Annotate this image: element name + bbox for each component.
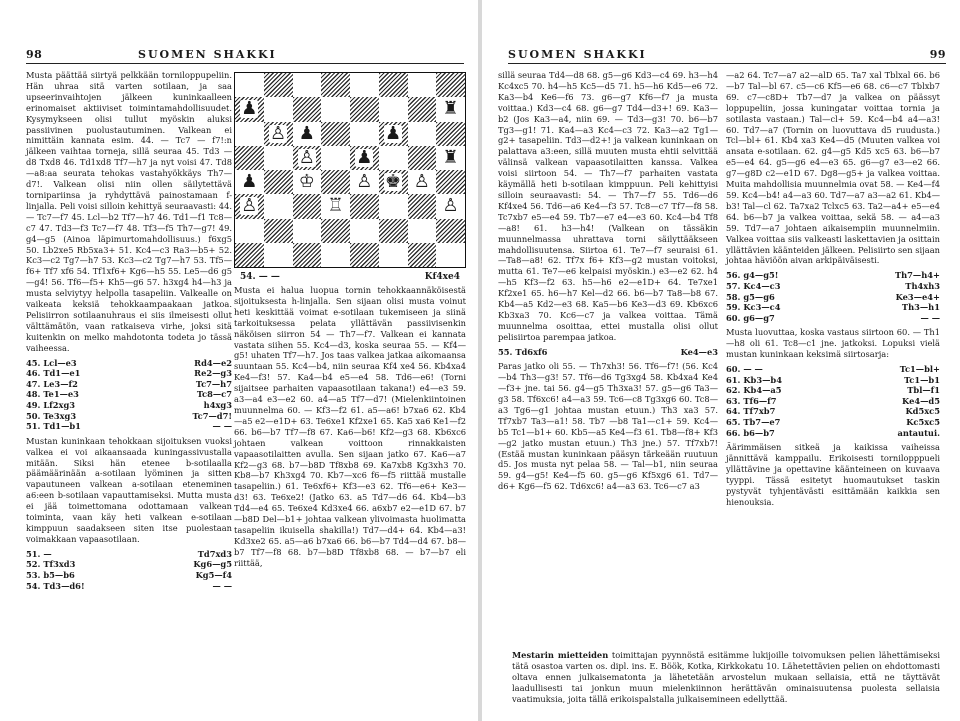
move-black: Tc1—bl+ [899, 364, 940, 374]
move-white: 48. Te1—e3 [26, 389, 79, 400]
chess-diagram [234, 72, 466, 268]
chess-piece-icon: ♙ [270, 122, 287, 144]
move-black: Th3—h1 [901, 302, 940, 313]
chess-piece-icon: ♖ [327, 195, 344, 217]
board-square [235, 194, 264, 218]
move-black: Kg6—g5 [193, 559, 232, 570]
move-row [26, 581, 232, 592]
move-row [26, 570, 232, 581]
board-square [408, 146, 437, 170]
board-square [350, 194, 379, 218]
board-square [350, 97, 379, 121]
editorial-notice [512, 650, 940, 716]
board-square [235, 219, 264, 243]
board-square [350, 170, 379, 194]
move-row [726, 396, 940, 407]
board-square [264, 219, 293, 243]
move-row [26, 358, 232, 369]
board-square [264, 97, 293, 121]
move-white: 61. Kb3—b4 [726, 374, 782, 385]
move-white: 49. Lf2xg3 [26, 399, 76, 410]
board-square [350, 146, 379, 170]
board-square [350, 73, 379, 97]
move-black: Kd5xc5 [905, 406, 940, 417]
move-row [726, 375, 940, 386]
move-white: 55. Td6xf6 [498, 346, 548, 357]
board-square [264, 243, 293, 267]
board-square [264, 73, 293, 97]
board-square [350, 243, 379, 267]
move-row [26, 559, 232, 570]
move-black: — — [212, 580, 232, 591]
chess-piece-icon: ♟ [241, 171, 258, 193]
header-rule-left [26, 63, 464, 64]
paragraph: Musta päättää siirtyä pelkkään torniloppupeliin. Hän uhraa sitä varten sotilaan, ja saa upseerinvaihtojen jälkeen kuninkaalleen erinomaiset aktiiviset toimintamahdollisuudet. Kysymykseen olisi tullut myöskin aluksi passiivinen puolustautuminen. Valkean ei nimittäin kannata esim. 44. — Tc7 — f7!:n jälkeen vaihtaa torneja, sillä seuraa 45. Td3 —d8 Txd8 46. Td1xd8 Tf7—h7 ja nyt voisi 47. Td8—a8:aa seurata tehokas vastahyökkäys Th7—d7!. Valkean olisi niin ollen säilytettävä tornipariinsa ja ryhdyttävä painostamaan f-linjalla. Peli voisi silloin kehittyä seuraavasti: 44. — Tc7—f7 45. Lcl—b2 Tf7—h7 46. Td1—f1 Tc8—c7 47. Td3—f3 Tc7—f7 48. Tf3—f5 Th7—g7! 49. g4—g5 (Ainoa läpimurtomahdollisuus.) f6xg5 50. Lb2xe5 Rb5xa3+ 51. Kc4—c3 Ra3—b5+ 52. Kc3—c2 Tg7—h7 53. Kc3—c2 Tg7—h7 53. Tf5—f6+ Tf7 xf6 54. Tf1xf6+ Kg6—h5 55. Le5—d6 g5—g4! 56. Tf6—f5+ Kh5—g6 57. h3xg4 h4—h3 ja musta selviytyy helpolla tasapeliin. Valkealle on vaikeata keksiä tehokkaampaakaan jatkoa. Pelisiirron sotilaanuhraus ei siis ilmeisesti ollut välttämätön, vaan ratkaiseva virhe, joksi sitä kuitenkin on melko mahdotonta todeta jo tässä vaiheessa. [26, 70, 232, 353]
board-square [321, 97, 350, 121]
board-square [235, 146, 264, 170]
board-square [436, 97, 465, 121]
move-white: 60. g6—g7 [726, 312, 775, 323]
chess-piece-icon: ♟ [356, 146, 373, 168]
board-square [379, 219, 408, 243]
board-square [321, 170, 350, 194]
board-square [293, 146, 322, 170]
move-row [726, 428, 940, 439]
board-square [379, 122, 408, 146]
chess-piece-icon: ♜ [442, 146, 459, 168]
board-square [321, 219, 350, 243]
board-square [408, 194, 437, 218]
board-square [350, 122, 379, 146]
board-square [436, 243, 465, 267]
moves-list [26, 549, 232, 591]
move-white: 66. b6—b7 [726, 427, 775, 438]
chess-piece-icon: ♙ [356, 171, 373, 193]
board-square [408, 122, 437, 146]
board-square [235, 122, 264, 146]
board-square [321, 243, 350, 267]
board-square [321, 194, 350, 218]
move-white: 65. Tb7—e7 [726, 416, 781, 427]
paragraph: Mustan kuninkaan tehokkaan sijoituksen vuoksi valkea ei voi aikaansaada kuningassivustalla mitään. Siksi hän etenee b-sotilaalla päämäärinään a-sotilaan lyöminen ja sitten vapautuneen valkean a-sotilaan eteneminen a6:een b-sotilaan vapauttamiseksi. Mutta musta ei jää toimettomana odottamaan valkean toiminta, vaan käy heti valkean e-sotilaan kimppuun saadakseen siten itse puolestaan voimakkaan vapaasotilaan. [26, 435, 232, 544]
moves-list [726, 364, 940, 438]
move-row [26, 368, 232, 379]
chess-piece-icon: ♙ [413, 171, 430, 193]
move-white: 64. Tf7xb7 [726, 406, 776, 417]
board-square [379, 243, 408, 267]
board-square [293, 170, 322, 194]
board-square [293, 219, 322, 243]
move-white: 52. Tf3xd3 [26, 559, 76, 570]
move-black: — — [920, 312, 940, 323]
move-black: Tc7—h7 [195, 378, 232, 389]
right-column-2 [726, 70, 940, 650]
board-square [264, 170, 293, 194]
move-row [498, 347, 718, 358]
move-white: 59. Kc3—c4 [726, 302, 781, 313]
board-square [264, 122, 293, 146]
move-black: Th7—h4+ [894, 270, 940, 281]
left-column-2 [234, 285, 466, 715]
board-square [235, 170, 264, 194]
page-number-left: 98 [26, 48, 43, 61]
board-square [235, 243, 264, 267]
move-white: 51. Td1—b1 [26, 421, 81, 432]
move-row [26, 389, 232, 400]
running-title-left: SUOMEN SHAKKI [138, 48, 277, 61]
left-column-1 [26, 70, 232, 710]
move-white: 62. Kb4—a5 [726, 385, 782, 396]
move-row [726, 292, 940, 303]
chess-piece-icon: ♟ [298, 122, 315, 144]
board-square [293, 194, 322, 218]
move-white: 56. g4—g5! [726, 270, 779, 281]
paragraph: Musta ei halua luopua tornin tehokkaannäköisestä sijoituksesta h-linjalla. Sen sijaan olisi musta voinut heti keskittää voimat e-sotilaan tukemiseen ja siinä tarkoituksessa pelata yllättävän passiivisenkin näköisen siirron 54 — Th7—f7. Valkean ei kannata vastata siihen 55. Kc4—d3, koska seuraa 55. — Kf4—g5! uhaten Tf7—h7. Jos taas valkea jatkaa aikomaansa suuntaan 55. Kc4—b4, niin seuraa Kf4 xe4 56. Kb4xa4 Ke4—f3! 57. Ka4—b4 e5—e4 58. Td6—e6! (Torni sijaitsee parhaiten vapaasotilaan takana!) e4—e3 59. a3—a4 e3—e2 60. a4—a5 Tf7—d7! (Mielenkiintoinen muunnelma 60. — Kf3—f2 61. a5—a6! b7xa6 62. Kb4—a5 e2—e1D+ 63. Te6xe1 Kf2xe1 65. Ka5 xa6 Ke1—f2 66. b6—b7 Tf7—f8 67. Ka6—b6! Kf2—g3 68. Kb6xc6 johtaen valkean voittoon rinnakkaisten vapaasotilaitten avulla. Sen sijaan jatko 67. Ka6—a7 Kf2—g3 68. b7—b8D Tf8xb8 69. Ka7xb8 Kg3xh3 70. Kb8—b7 Kh3xg4 70. Kb7—xc6 f6—f5 riittää mustalle tasapeliin.) 61. Te6xf6+ Kf3—e3 62. Tf6—e6+ Ke3—d3! 63. Te6xe2! (Jatko 63. a5 Td7—d6 64. Kb4—b3 Td4—e4 65. Te6xe4 Kd3xe4 66. a6xb7 e2—e1D 67. b7—b8D Del—b1+ johtaa valkean ylivoimasta huolimatta tasapeliin ikuisella shakilla!) Td7—d4+ 64. Kb4—a3! Kd3xe2 65. a5—a6 b7xa6 66. b6—b7 Td4—d4 67. b8—b7 Tf7—f8 68. b7—b8D Tf8xb8 68. — b7—b7 eli riittää, [234, 285, 466, 568]
board-square [408, 219, 437, 243]
move-black: Rd4—e2 [194, 357, 232, 368]
left-header [26, 48, 464, 64]
page-number-right: 99 [929, 48, 946, 61]
chess-piece-icon: ♟ [241, 98, 258, 120]
move-row [26, 549, 232, 560]
move-white: 51. — [26, 548, 52, 559]
moves-list [26, 358, 232, 432]
board-square [408, 243, 437, 267]
notice-text: toimittajan pyynnöstä esitämme lukijoille toivomuksen pelien lähettämiseksi tätä osastoa varten os. dipl. ins. E. Böök, Kotka, Kirkkokatu 10. Lähetettävien pelien on ehdottomasti oltava ennen julkaisematonta ja lähetetään arvostelun mukaan sellaisia, että ne täyttävät laadullisesti tai jonkun muun mielenkiinnon herättävän ominaisuutensa puolesta sellaisia vaatimuksia, joita tällä erikoispalstalla julkaisemineen edellyttää. [512, 650, 940, 704]
move-black: Th4xh3 [905, 280, 940, 291]
board-square [321, 73, 350, 97]
chess-piece-icon: ♚ [385, 171, 402, 193]
chess-piece-icon: ♜ [442, 98, 459, 120]
moves-list [498, 347, 718, 358]
board-square [321, 122, 350, 146]
move-white: 63. Tf6—f7 [726, 395, 777, 406]
move-white: 50. Te3xg3 [26, 410, 77, 421]
paragraph: Paras jatko oli 55. — Th7xh3! 56. Tf6—f7! (56. Kc4—b4 Th3—g3! 57. Tf6—d6 Tg3xg4 58. Kb4xa4 Ke4—f3+ jne. tai 56. g4—g5 Th3xa3! 57. g5—g6 Ta3—g3 58. Tf6xc6! a4—a3 59. Tc6—c8 Tg3xg6 60. Tc8—a3 Tg6—g1 johtaa mustan etuun.) Th3 xa3 57. Tf7xb7 Ta3—a1! 58. Tb7 —b8 Ta1—c1+ 59. Kc4—b5 Tc1—b1+ 60. Kb5—a5 Ke4—f3 61. Tb8—f8+ Kf3—g2 jatko mustan etuun.) Th3 jne.) 57. Tf7xb7! (Estää mustan kuninkaan pääsyn tärkeään ruutuun d5. Jos musta nyt pelaa 58. — Tal—b1, niin seuraa 59. g4—g5! Ke4—f5 60. g5—g6 Kf5xg6 61. Td7—d6+ Kg6—f5 62. Td6xc6! a4—a3 63. Tc6—c7 a3 [498, 361, 718, 492]
move-black: Kg5—f4 [195, 569, 232, 580]
board-square [436, 73, 465, 97]
moves-list [726, 270, 940, 323]
move-black: Tc8—c7 [196, 389, 232, 400]
move-row [726, 385, 940, 396]
move-black: Ke3—e4+ [895, 291, 940, 302]
board-square [293, 97, 322, 121]
board-square [436, 219, 465, 243]
board-square [293, 243, 322, 267]
board-square [350, 219, 379, 243]
diagram-caption [240, 272, 460, 282]
move-white: 54. Td3—d6! [26, 580, 85, 591]
paragraph: Musta luovuttaa, koska vastaus siirtoon 60. — Th1—h8 oli 61. Tc8—c1 jne. jatkoksi. Lopuksi vielä mustan kuninkaan keksimä siirtosarja: [726, 327, 940, 360]
move-black: Tbl—f1 [907, 385, 940, 396]
move-white: 58. g5—g6 [726, 291, 775, 302]
move-black: h4xg3 [203, 399, 232, 410]
board-square [408, 73, 437, 97]
paragraph: Äärimmäisen sitkeä ja kaikissa vaiheissa jännittävä kamppailu. Erikoisesti tornilopppueli yllättävine ja opettavine käänteineen on kuvaava tyyppi. Tässä esitetyt huomautukset taskin pystyvät tyhjentävästi esittämään kaikkia sen hienouksia. [726, 442, 940, 507]
move-row [26, 411, 232, 422]
board-square [235, 73, 264, 97]
move-black: — — [212, 421, 232, 432]
move-white: 57. Kc4—c3 [726, 280, 781, 291]
chess-piece-icon: ♔ [298, 171, 315, 193]
move-black: Td7xd3 [197, 548, 232, 559]
board-square [379, 73, 408, 97]
board-square [379, 194, 408, 218]
paragraph: sillä seuraa Td4—d8 68. g5—g6 Kd3—c4 69. h3—h4 Kc4xc5 70. h4—h5 Kc5—d5 71. h5—h6 Kd5—e6 72. Ka3—b4 Ke6—f6 73. g6—g7 Kf6—f7 ja musta voittaa.) Kd3—c4 68. g6—g7 Td4—d3+! 69. Ka3—b2 (Jos Ka3—a4, niin 69. — Td3—g3! 70. b6—b7 Tg3—g1! 71. Ka4—a3 Kc4—c3 72. Ka3—a2 Tg1—g2+ tasapeliin. Td3—d2+! ja valkean kuninkaan on palattava a3:een, sillä muuten musta ehtii selvittää välinsä valkean vapaasotilaitten kanssa. Valkea voisi siirtoon 54. — Th7—f7 parhaiten vastata käymällä heti b-sotilaan kimppuun. Peli kehittyisi silloin seuraavasti: 54. — Th7—f7 55. Td6—d6 Kf4xe4 56. Td6—a6 Ke4—f3 57. Tc8—c7 Tf7—f8 58. Tc7xb7 e5—e4 59. Tb7—e7 e4—e3 60. Kc4—b4 Tf8—a8! 61. h3—h4! (Valkean on tässäkin muunnelmassa uhrattava torni säilyttääkseen mahdollisuutensa. Siirtoa 61. Te7—f7 seuraisi 61. —Ta8—a8! 62. Tf7x f6+ Kf3—g2 mustan voitoksi, mutta 61. Te7—e6 kelpaisi myöskin.) e3—e2 62. h4—h5 Kf3—f2 63. h5—h6 e2—e1D+ 64. Te7xe1 Kf2xe1 65. h6—h7 Kel—d2 66. b6—b7 Ta8—b8 67. Kb4—a5 Kd2—e3 68. Ka5—b6 Ke3—d3 69. Kb6xc6 Kb3xa3 70. Kc6—c7 ja valkea voittaa. Tämä muunnelma osoittaa, ettei mustalla olisi ollut pelisiirtoa parempaa jatkoa. [498, 70, 718, 342]
move-row [26, 400, 232, 411]
move-black: Ke4—e3 [680, 346, 718, 357]
move-black: Tc7—d7! [192, 410, 232, 421]
board-square [293, 122, 322, 146]
move-white: 45. Lcl—e3 [26, 357, 77, 368]
move-black: Kc5xc5 [906, 416, 940, 427]
move-row [726, 417, 940, 428]
chess-piece-icon: ♟ [385, 122, 402, 144]
move-white: 53. b5—b6 [26, 569, 75, 580]
move-white: 47. Le3—f2 [26, 378, 78, 389]
move-white: 60. — — [726, 364, 763, 374]
move-row [26, 421, 232, 432]
board-square [436, 194, 465, 218]
move-row [726, 313, 940, 324]
chess-piece-icon: ♙ [241, 195, 258, 217]
chess-piece-icon: ♙ [442, 195, 459, 217]
board-square [264, 146, 293, 170]
notice-lead: Mestarin mietteiden [512, 650, 609, 660]
board-square [436, 122, 465, 146]
move-row [726, 406, 940, 417]
board-square [436, 146, 465, 170]
move-row [726, 302, 940, 313]
board-square [293, 73, 322, 97]
diagram-caption-reply: Kf4xe4 [424, 272, 460, 282]
move-black: antautui. [897, 427, 940, 438]
paragraph: —a2 64. Tc7—a7 a2—alD 65. Ta7 xal Tblxal 66. b6—b7 Tal—bl 67. c5—c6 Kf5—e6 68. c6—c7 Tblxb7 69. c7—c8D+ Tb7—d7 ja valkea on päässyt loppupeliin, jossa kuningatar voittaa tornia ja sotilasta vastaan.) Tal—cl+ 59. Kc4—b4 a4—a3! 60. Td7—a7 (Tornin on luovuttava d5 ruudusta.) Tcl—bl+ 61. Kb4 xa3 Ke4—d5 (Muuten valkea voi ansata e-sotilaan. 62. g4—g5 Kd5 xc5 63. b6—b7 e5—e4 64. g5—g6 e4—e3 65. g6—g7 e3—e2 66. g7—g8D c2—e1D 67. Dg8—g5+ ja valkea voittaa. Muita mahdollisia muunnelmia ovat 58. — Ke4—f4 59. Kc4—b4! a4—a3 60. Td7—a7 a3—a2 61. Kb4—b3! Tal—cl 62. Ta7xa2 Tclxc5 63. Ta2—a4+ e5—e4 64. b6—b7 ja valkea voittaa, sekä 58. — a4—a3 59. Td7—a7 johtaen aikaisempiin muunnelmiin. Valkea voittaa siis valkeasti laskettavien ja osittain yllättävien käänteiden jälkeen. Pelisiirto sen sijaan johtaa häviöön aivan arkipäiväisesti. [726, 70, 940, 266]
board-square [321, 146, 350, 170]
header-rule-right [508, 63, 946, 64]
move-black: Ke4—d5 [902, 395, 940, 406]
move-black: Re2—g3 [194, 368, 232, 379]
left-page [0, 0, 478, 721]
board-square [379, 146, 408, 170]
diagram-caption-move: 54. — — [240, 272, 280, 282]
board-square [264, 194, 293, 218]
board-square [408, 170, 437, 194]
board-square [436, 170, 465, 194]
running-title-right: SUOMEN SHAKKI [508, 48, 647, 61]
board-square [379, 97, 408, 121]
move-row [726, 364, 940, 375]
board-square [379, 170, 408, 194]
right-header [508, 48, 946, 64]
chess-piece-icon: ♙ [298, 146, 315, 168]
move-black: Tc1—b1 [904, 374, 940, 385]
move-row [726, 281, 940, 292]
board-square [235, 97, 264, 121]
right-column-1 [498, 70, 718, 650]
move-row [726, 270, 940, 281]
move-row [26, 379, 232, 390]
right-page [482, 0, 960, 721]
move-white: 46. Td1—e1 [26, 368, 81, 379]
board-square [408, 97, 437, 121]
